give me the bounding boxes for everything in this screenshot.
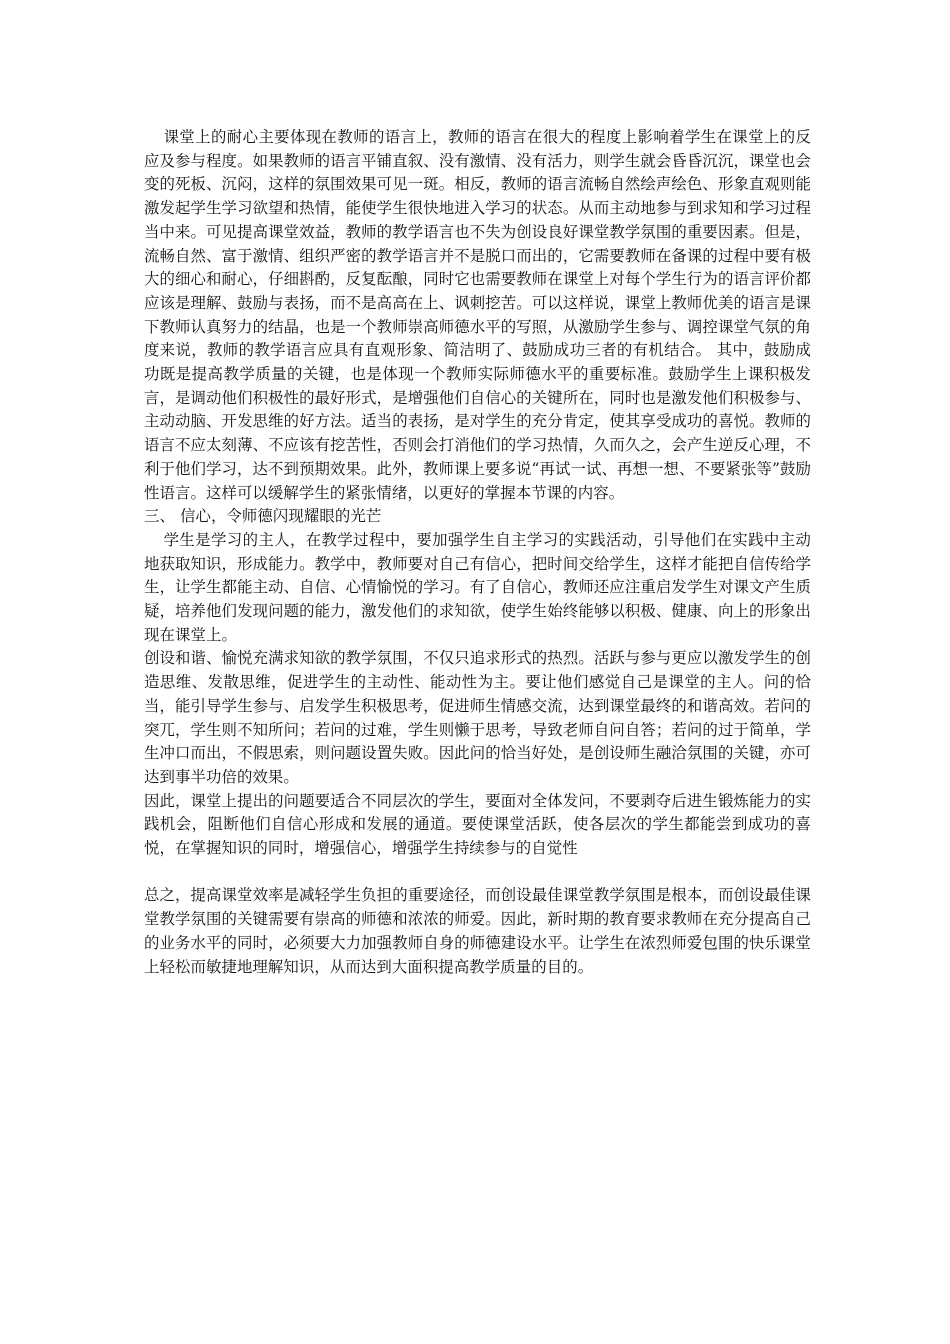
paragraph-conclusion: 总之，提高课堂效率是减轻学生负担的重要途径，而创设最佳课堂教学氛围是根本，而创设最佳课堂教学氛围的关键需要有崇高的师德和浓浓的师爱。因此，新时期的教育要求教师在充分提高自己的业务水平的同时，必须要大力加强教师自身的师德建设水平。让学生在浓烈师爱包围的快乐课堂上轻松而敏捷地理解知识，从而达到大面积提高教学质量的目的。 bbox=[144, 886, 811, 976]
paragraph-student-confidence: 学生是学习的主人，在教学过程中，要加强学生自主学习的实践活动，引导他们在实践中主动地获取知识，形成能力。教学中，教师要对自己有信心，把时间交给学生，这样才能把自信传给学生，让学生都能主动、自信、心情愉悦的学习。有了自信心，教师还应注重启发学生对课文产生质疑，培养他们发现问题的能力，激发他们的求知欲，使学生始终能够以积极、健康、向上的形象出现在课堂上。 bbox=[144, 530, 811, 644]
paragraph-questioning: 因此，课堂上提出的问题要适合不同层次的学生，要面对全体发问，不要剥夺后进生锻炼能力的实践机会，阻断他们自信心形成和发展的通道。要使课堂活跃，使各层次的学生都能尝到成功的喜悦，在掌握知识的同时，增强信心，增强学生持续参与的自觉性 bbox=[144, 791, 811, 858]
paragraph-harmonious-atmosphere: 创设和谐、愉悦充满求知欲的教学氛围，不仅只追求形式的热烈。活跃与参与更应以激发学生的创造思维、发散思维，促进学生的主动性、能动性为主。要让他们感觉自己是课堂的主人。问的恰当，能引导学生参与、启发学生积极思考，促进师生情感交流，达到课堂最终的和谐高效。若问的突兀，学生则不知所问；若问的过难，学生则懒于思考，导致老师自问自答；若问的过于简单，学生冲口而出，不假思索，则问题设置失败。因此问的恰当好处，是创设师生融洽氛围的关键，亦可达到事半功倍的效果。 bbox=[144, 649, 811, 786]
paragraph-patience-language: 课堂上的耐心主要体现在教师的语言上，教师的语言在很大的程度上影响着学生在课堂上的反应及参与程度。如果教师的语言平铺直叙、没有激情、没有活力，则学生就会昏昏沉沉，课堂也会变的死板、沉闷，这样的氛围效果可见一斑。相反，教师的语言流畅自然绘声绘色、形象直观则能激发起学生学习欲望和热情，能使学生很快地进入学习的状态。从而主动地参与到求知和学习过程当中来。可见提高课堂效益，教师的教学语言也不失为创设良好课堂教学氛围的重要因素。但是，流畅自然、富于激情、组织严密的教学语言并不是脱口而出的，它需要教师在备课的过程中要有极大的细心和耐心，仔细斟酌，反复酝酿，同时它也需要教师在课堂上对每个学生行为的语言评价都应该是理解、鼓励与表扬，而不是高高在上、讽刺挖苦。可以这样说，课堂上教师优美的语言是课下教师认真努力的结晶，也是一个教师崇高师德水平的写照，从激励学生参与、调控课堂气氛的角度来说，教师的教学语言应具有直观形象、简洁明了、鼓励成功三者的有机结合。 其中，鼓励成功既是提高教学质量的关键，也是体现一个教师实际师德水平的重要标准。鼓励学生上课积极发言，是调动他们积极性的最好形式，是增强他们自信心的关键所在，同时也是激发他们积极参与、主动动脑、开发思维的好方法。适当的表扬，是对学生的充分肯定，使其享受成功的喜悦。教师的语言不应太刻薄、不应该有挖苦性，否则会打消他们的学习热情，久而久之，会产生逆反心理，不利于他们学习，达不到预期效果。此外，教师课上要多说“再试一试、再想一想、不要紧张等”鼓励性语言。这样可以缓解学生的紧张情绪，以更好的掌握本节课的内容。 bbox=[144, 128, 811, 502]
document-body bbox=[144, 126, 811, 979]
section-heading-3: 三、 信心，令师德闪现耀眼的光芒 bbox=[144, 507, 382, 526]
paragraph-spacer bbox=[144, 861, 811, 885]
